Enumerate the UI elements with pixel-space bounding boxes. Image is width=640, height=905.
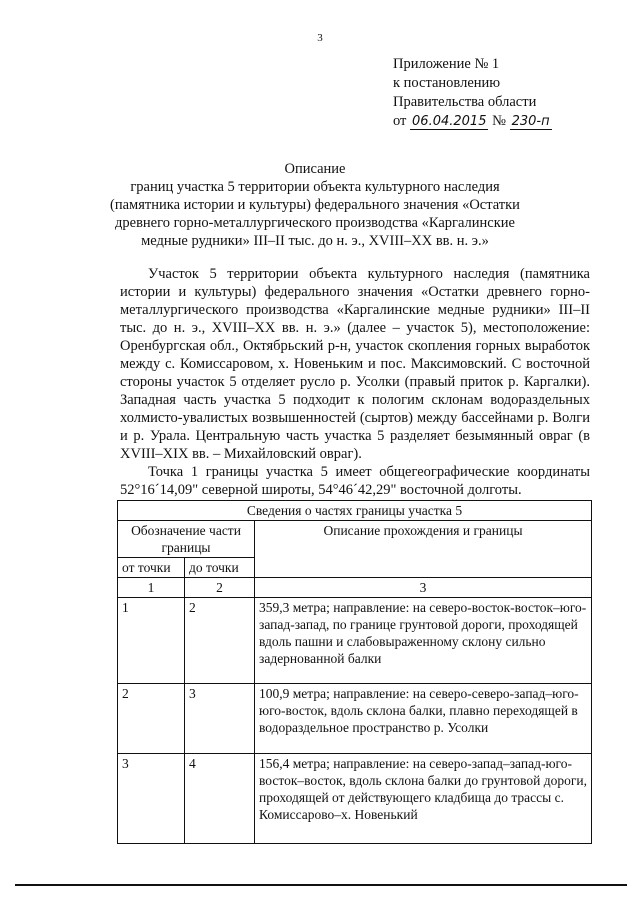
- paragraph-coordinates: Точка 1 границы участка 5 имеет общегеографические координаты 52°16´14,09" северной широты, 54°46´42,29" восточной долготы.: [120, 464, 590, 498]
- table-row: [118, 754, 592, 844]
- header-to-point: до точки: [185, 558, 255, 578]
- row-to: 3: [185, 684, 255, 754]
- table-row: [118, 598, 592, 684]
- row-from: 2: [118, 684, 185, 754]
- column-number: 3: [255, 578, 592, 598]
- document-title: [100, 160, 530, 250]
- column-number: 1: [118, 578, 185, 598]
- row-to: 2: [185, 598, 255, 684]
- title-subtitle: границ участка 5 территории объекта культурного наследия (памятника истории и культуры) федерального значения «Остатки древнего горно-металлургического производства «Каргалинские медные рудники» III–II тыс. до н. э., XVIII–XX вв. н. э.»: [110, 179, 520, 249]
- header-description: Описание прохождения и границы: [255, 521, 592, 578]
- row-description: 359,3 метра; направление: на северо-восток-восток–юго-запад-запад, по границе грунтовой дороги, проходящей вдоль пашни и слабовыраженному склону сильно задернованной балки: [255, 598, 592, 684]
- table-caption: Сведения о частях границы участка 5: [118, 501, 592, 521]
- appendix-header: [393, 55, 552, 131]
- boundary-table: [117, 500, 592, 844]
- table-row: [118, 684, 592, 754]
- header-from-point: от точки: [118, 558, 185, 578]
- body-text: [120, 265, 590, 499]
- row-to: 4: [185, 754, 255, 844]
- page-number: 3: [317, 32, 323, 44]
- header-part: Обозначение части границы: [118, 521, 255, 558]
- handwritten-number: 230-п: [511, 114, 550, 129]
- appendix-date-line: [393, 112, 552, 131]
- row-description: 100,9 метра; направление: на северо-северо-запад–юго-юго-восток, вдоль склона балки, плавно переходящей в водораздельное пространство р. Усолки: [255, 684, 592, 754]
- title-heading: Описание: [284, 161, 346, 177]
- row-from: 3: [118, 754, 185, 844]
- appendix-line-2: к постановлению: [393, 75, 501, 91]
- handwritten-date: 06.04.2015: [412, 114, 487, 129]
- row-from: 1: [118, 598, 185, 684]
- appendix-line-3: Правительства области: [393, 94, 537, 110]
- column-number: 2: [185, 578, 255, 598]
- number-prefix: №: [492, 113, 506, 129]
- row-description: 156,4 метра; направление: на северо-запад–запад-юго-восток–восток, вдоль склона балки до грунтовой дороги, проходящей от действующего кладбища до трассы с. Комиссарово–х. Новенький: [255, 754, 592, 844]
- date-prefix: от: [393, 113, 407, 129]
- page-bottom-rule: [15, 884, 627, 886]
- paragraph-description: Участок 5 территории объекта культурного наследия (памятника истории и культуры) федерального значения «Остатки древнего горно-металлургического производства «Каргалинские медные рудники» III–II тыс. до н. э., XVIII–XX вв. н. э.» (далее – участок 5), местоположение: Оренбургская обл., Октябрьский р-н, участок скопления горных выработок между с. Комиссаровом, х. Новеньким и пос. Максимовский. С восточной стороны участок 5 отделяет русло р. Усолки (правый приток р. Каргалки). Западная часть участка 5 подходит к пологим склонам водораздельных холмисто-увалистых возвышенностей (сыртов) между бассейнами р. Волги и р. Урала. Центральную часть участка 5 разделяет безымянный овраг (в XVIII–XIX вв. – Михайловский овраг).: [120, 266, 590, 462]
- appendix-line-1: Приложение № 1: [393, 56, 500, 72]
